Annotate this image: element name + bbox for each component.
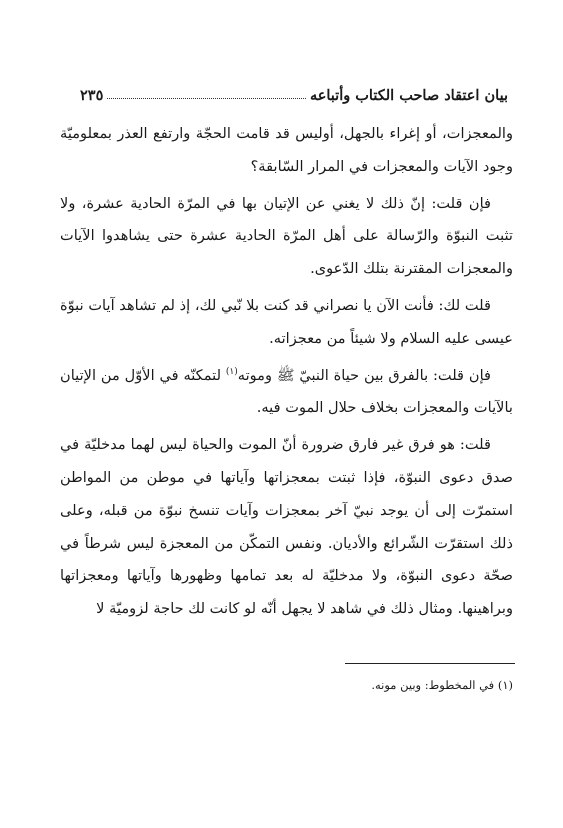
footnote: [60, 676, 513, 694]
paragraph-4: [60, 360, 513, 426]
header-title: بيان اعتقاد صاحب الكتاب وأتباعه: [309, 87, 508, 104]
paragraph-5: قلت: هو فرق غير فارق ضرورة أنّ الموت والحياة ليس لهما مدخليّة في صدق دعوى النبوّة، فإذا ثبتت بمعجزاتها وآياتها في موطن من المواطن استمرّت إلى أن يوجد نبيّ آخر بمعجزات وآيات تنسخ نبوّة من قبله، وعلى ذلك استقرّت الشّرائع والأديان. ونفس التمكّن من المعجزة ليس شرطاً في صحّة دعوى النبوّة، ولا مدخليّة له بعد تمامها وظهورها وآياتها ومعجزاتها وبراهينها. ومثال ذلك في شاهد لا يجهل أنّه لو كانت لك حاجة لزوميّة لا: [60, 436, 513, 618]
body-text: [60, 118, 513, 630]
paragraph-1: والمعجزات، أو إغراء بالجهل، أوليس قد قامت الحجّة وارتفع العذر بمعلوميّة وجود الآيات والمعجزات في المرار السّابقة؟: [60, 125, 513, 175]
paragraph-4-start: فإن قلت: بالفرق بين حياة النبيّ ﷺ وموته: [237, 366, 491, 384]
footnote-divider: [345, 663, 515, 664]
running-header: [80, 82, 508, 104]
paragraph-3: قلت لك: فأنت الآن يا نصراني قد كنت بلا نّبي لك، إذ لم تشاهد آيات نبوّة عيسى عليه السلام ولا شيئاً من معجزاته.: [60, 296, 513, 347]
footnote-text: في المخطوط: وبين مونه.: [371, 678, 498, 692]
page-number: ٢٣٥: [80, 87, 104, 104]
paragraph-2: فإن قلت: إنّ ذلك لا يغني عن الإتيان بها في المرّة الحادية عشرة، ولا تثبت النبوّة والرّسالة على أهل المرّة الحادية عشرة حتى يشاهدوا الآيات والمعجزات المقترنة بتلك الدّعوى.: [60, 194, 513, 278]
footnote-marker: (١): [497, 678, 513, 692]
header-leader-dots: [107, 97, 306, 99]
footnote-reference[interactable]: (١): [225, 366, 238, 377]
paragraph-4-end: لتمكنّه في الأوّل من الإتيان بالآيات والمعجزات بخلاف حلال الموت فيه.: [60, 366, 513, 417]
